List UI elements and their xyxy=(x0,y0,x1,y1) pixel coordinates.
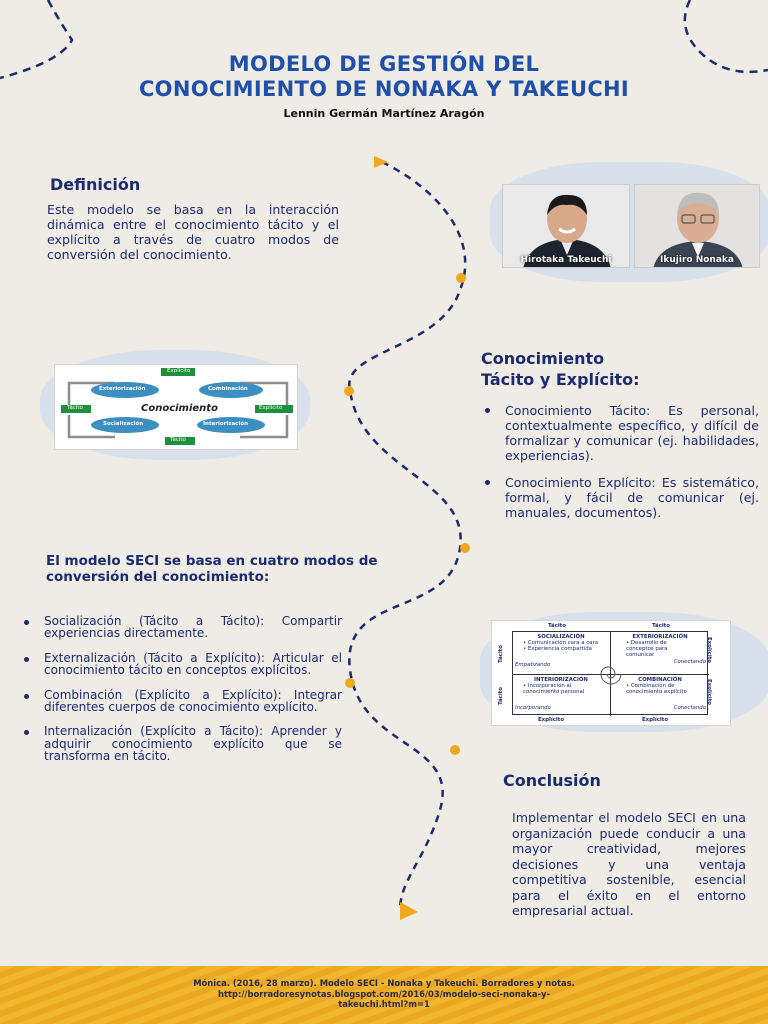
conclusion-heading: Conclusión xyxy=(503,771,601,790)
tacit-explicit-heading xyxy=(481,348,751,390)
tag-label: Tácito xyxy=(67,405,83,411)
page-title xyxy=(0,52,768,102)
node-label: Exteriorización xyxy=(99,386,146,392)
axis-label: Explícito xyxy=(642,717,669,723)
photo-caption-takeuchi: Hirotaka Takeuchi xyxy=(520,255,612,265)
definition-heading: Definición xyxy=(50,175,141,194)
diagram-center-label: Conocimiento xyxy=(141,403,218,414)
reference-line: Mónica. (2016, 28 marzo). Modelo SECI - Nonaka y Takeuchi. Borradores y notas. xyxy=(193,978,575,988)
matrix-cell: SOCIALIZACIÓN • Comunicación cara a cara • Experiencia compartida Empatizando xyxy=(515,634,598,668)
axis-label: Explícito xyxy=(538,717,565,723)
node-label: Interiorización xyxy=(203,421,249,427)
list-item: Socialización (Tácito a Tácito): Compartir experiencias directamente. xyxy=(22,615,342,640)
heading-line: Tácito y Explícito: xyxy=(481,370,640,389)
matrix-cell: INTERIORIZACIÓN • Incorporación al conocimiento personal Incorporando xyxy=(515,677,588,711)
definition-text: Este modelo se basa en la interacción dinámica entre el conocimiento tácito y el explícito a través de cuatro modos de conversión del conocimiento. xyxy=(47,202,339,262)
matrix-cell: EXTERIORIZACIÓN • Desarrollo de conceptos para comunicar Conectando xyxy=(626,634,706,665)
reference-line: takeuchi.html?m=1 xyxy=(338,999,430,1009)
photo-takeuchi xyxy=(502,184,630,268)
timeline-path xyxy=(330,150,490,930)
axis-label: Tácito xyxy=(652,623,670,629)
seci-matrix-diagram xyxy=(491,620,731,726)
list-item: Conocimiento Tácito: Es personal, contextualmente específico, y difícil de formalizar y comunicar (ej. habilidades, experiencias). xyxy=(483,403,759,463)
seci-list xyxy=(22,615,342,775)
list-item: Combinación (Explícito a Explícito): Integrar diferentes cuerpos de conocimiento explícito. xyxy=(22,689,342,714)
list-item: Conocimiento Explícito: Es sistemático, formal, y fácil de comunicar (ej. manuales, documentos). xyxy=(483,475,759,520)
axis-label: Explícito xyxy=(706,636,713,664)
conclusion-text: Implementar el modelo SECI en una organización puede conducir a una mayor creatividad, mejores decisiones y una ventaja competitiva sostenible, esencial para el éxito en el entorno empresarial actual. xyxy=(512,810,746,918)
axis-label: Tácito xyxy=(497,687,504,705)
list-item: Externalización (Tácito a Explícito): Articular el conocimiento tácito en conceptos explícitos. xyxy=(22,652,342,677)
axis-label: Explícito xyxy=(706,678,713,706)
matrix-cell: COMBINACIÓN • Combinación de conocimiento explícito Conectando xyxy=(626,677,706,711)
knowledge-cycle-diagram xyxy=(54,364,298,450)
tag-label: Tácito xyxy=(170,437,186,443)
author-name: Lennin Germán Martínez Aragón xyxy=(283,107,485,120)
tag-label: Explícito xyxy=(167,368,191,374)
axis-label: Tácito xyxy=(497,645,504,663)
photo-nonaka xyxy=(634,184,760,268)
axis-label: Tácito xyxy=(548,623,566,629)
footer-reference xyxy=(0,966,768,1024)
photo-caption-nonaka: Ikujiro Nonaka xyxy=(660,255,734,265)
node-label: Combinación xyxy=(208,386,248,392)
list-item: Internalización (Explícito a Tácito): Aprender y adquirir conocimiento explícito que se transforma en tácito. xyxy=(22,725,342,762)
tacit-explicit-list xyxy=(483,403,759,532)
node-label: Socialización xyxy=(103,421,144,427)
tag-label: Explícito xyxy=(259,405,283,411)
heading-line: Conocimiento xyxy=(481,349,605,368)
title-line-1: MODELO DE GESTIÓN DEL xyxy=(228,52,540,76)
title-line-2: CONOCIMIENTO DE NONAKA Y TAKEUCHI xyxy=(138,77,630,101)
reference-line: http://borradoresynotas.blogspot.com/2016/03/modelo-seci-nonaka-y- xyxy=(218,988,550,999)
spiral-icon xyxy=(591,662,631,686)
seci-heading: El modelo SECI se basa en cuatro modos de conversión del conocimiento: xyxy=(46,553,378,585)
